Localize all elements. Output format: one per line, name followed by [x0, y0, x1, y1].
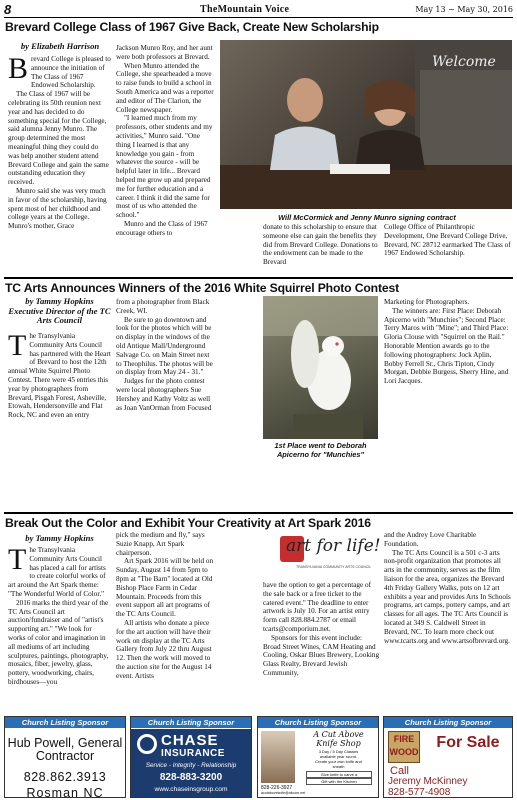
sponsor-header: Church Listing Sponsor: [384, 717, 512, 728]
article2-photo: [263, 296, 378, 439]
article1-caption: Will McCormick and Jenny Munro signing contract: [278, 213, 456, 222]
article2-col2: from a photographer from Black Creek, WI. Be sure to go downtown and look for the photos which will be on display in the windows of the old Antique Mall/Underground Salvage Co. on Main Street next to Theophilus. The photos will be on display from May 24 - 31." Judges for the photo contest were local photographers Sue Hershey and Kathy Voltz as well as Joan VanOrman from Focused: [116, 298, 213, 412]
sponsor-website: www.chaseinsgroup.com: [154, 786, 228, 793]
chase-logo-icon: [137, 734, 157, 754]
sponsor-city: Rosman NC: [26, 786, 104, 798]
sponsor-name: Jeremy McKinney: [388, 776, 468, 787]
article1-col3: donate to this scholarship to ensure that someone else can gain the benefits they did from Brevard College. Donations to the endowment can be made to the Brevard: [263, 223, 378, 267]
logo-text: art for life!: [286, 536, 381, 556]
art-for-life-logo: [278, 534, 384, 578]
call-label: Call: [390, 765, 409, 777]
sponsor-header: Church Listing Sponsor: [131, 717, 251, 728]
page-number: 8: [4, 2, 12, 17]
squirrel-photo-illustration: [263, 296, 378, 439]
sponsor-button: Give knife to carve a: [306, 771, 372, 778]
sponsor-name: A Cut Above: [313, 730, 364, 739]
sponsor-phone: 828-226-3927: [261, 785, 293, 791]
knife-maker-photo: [261, 731, 295, 783]
article1-photo: [220, 40, 512, 209]
article3-col4: and the Audrey Love Charitable Foundation. The TC Arts Council is a 501 c-3 arts non-profit organization that promotes all arts in the community, serves as the film liaison for the area, organizes the Brevard 4th Friday Gallery Walks, puts on 12 art exhibits a year and provides Arts In Schools programs, art camps, pottery camps, and art classes for all ages. The TC Arts Council is located at 349 S. Caldwell Street in Brevard, NC. To learn more check out www.tcarts.org and www.artsofbrevard.org.: [384, 531, 511, 645]
sponsor-ad-chase-insurance: [130, 716, 252, 798]
article2-byline: by Tammy Hopkins Executive Director of the TC Arts Council: [8, 296, 111, 325]
page-header: [4, 2, 513, 18]
sponsor-name: Hub Powell, General Contractor: [7, 736, 123, 763]
for-sale-label: For Sale: [436, 734, 500, 751]
sponsor-name-2: INSURANCE: [161, 748, 225, 759]
article1-byline: by Elizabeth Harrison: [20, 41, 100, 51]
sponsor-header: Church Listing Sponsor: [258, 717, 378, 728]
sponsor-email: acutaboveknife@citcom.net: [261, 791, 306, 795]
logo-subtext: TRANSYLVANIA COMMUNITY ARTS COUNCIL: [296, 565, 372, 569]
masthead: TheMountain Voice: [200, 4, 290, 15]
drop-cap: T: [8, 332, 27, 362]
welcome-sign: Welcome: [432, 54, 496, 70]
sponsor-details: 3 Day / 5 Day Classes available year round. Create your own knife and sheath: [315, 749, 362, 769]
sponsor-ad-knife-shop: [257, 716, 379, 798]
article3-byline: by Tammy Hopkins: [25, 533, 94, 543]
sponsor-button: Gift with the Kitchen: [306, 778, 372, 785]
sponsor-phone: 828.862.3913: [23, 770, 107, 784]
article3-col3: have the option to get a percentage of the sale back or a free ticket to the catered event." The deadline to enter artwork is July 10. For an artist entry form call 828.884.2787 or email tcarts@comporium.net. Sponsors for this event include: Broad Street Wines, CAM Heating and Cooling, Oskar Blues Brewery, Looking Glass Realty, Brevard Jewish Community,: [263, 581, 380, 677]
sponsor-ad-firewood: [383, 716, 513, 798]
section-divider: [4, 277, 513, 279]
article1-col1: Brevard College is pleased to announce the initiation of The Class of 1967 Endowed Scholarship. The Class of 1967 will be celebrating its 50th reunion next year and has decided to do something special for the College, said alumna Jenny Munro. The group determined the most meaningful thing they could do was help another student attend Brevard College and gain the same outstanding education they received. Munro said she was very much in favor of the scholarship, having spent most of her childhood and college years at the College. Munro's mother, Grace: [8, 55, 111, 231]
article1-col4: College Office of Philanthropic Development, One Brevard College Drive, Brevard, NC 28712 earmarked The Class of 1967 Endowed Scholarship.: [384, 223, 511, 258]
sponsor-name: CHASE: [161, 732, 219, 749]
article3-title: Break Out the Color and Exhibit Your Creativity at Art Spark 2016: [5, 516, 371, 530]
section-divider: [4, 512, 513, 514]
article2-caption: 1st Place went to Deborah Apicerno for "Munchies": [274, 441, 367, 459]
sponsor-tagline: Service - Integrity - Relationship: [145, 762, 237, 769]
article2-col1: The Transylvania Community Arts Council has partnered with the Heart of Brevard to host the 12th annual White Squirrel Photo Contest. There were 45 entries this year by photographers from Brevard, Pisgah Forest, Asheville, Etowah, Hendersonville and Flat Rock, NC and even an entry: [8, 332, 111, 420]
sponsor-ad-hub-powell: [4, 716, 126, 798]
sponsor-phone: 828-883-3200: [159, 772, 223, 783]
sponsor-phone: 828-577-4908: [388, 787, 451, 798]
article3-col1: The Transylvania Community Arts Council has placed a call for artists to create colorful works of art around the Art Spark theme: "The Wonderful World of Color." 2016 marks the third year of the TC Arts Council art auction/fundraiser and of "artist's supporting art." "We look for works of color and imagination in all mediums of art including sculptures, paintings, photography, mosaics, fiber, jewelry, glass, pottery, woodworking, chairs, birdhouses—you: [8, 546, 109, 686]
article3-col2: pick the medium and fly," says Suzie Knapp, Art Spark chairperson. Art Spark 2016 will be held on Sunday, August 14 from 5pm to 8pm at "The Barn" located at Old Bishop Place Farm in Cedar Mountain. Proceeds from this event support all art programs of the TC Arts Council. All artists who donate a piece for the art auction will have their work on display at the TC Arts Gallery from July 22 thru August 12. Then the work will moved to the auction site for the August 14 event. Artists: [116, 531, 214, 680]
drop-cap: T: [8, 546, 27, 576]
sponsor-header: Church Listing Sponsor: [5, 717, 125, 728]
article2-col4: Marketing for Photographers. The winners are: First Place: Deborah Apicerno with "Munchies"; Second Place: Terry Maros with "Mine"; and Third Place: Gloria Clouse with "Squirrel on the Rail." Honorable Mention awards go to the following photographers: Jock Aplin, Bobby Ferrell Sr., Chris Tipton, Cindy Morgan, Debbie Burgess, Sherry Hine, and Lori Jacques.: [384, 298, 509, 386]
article1-col2: Jackson Munro Roy, and her aunt were both professors at Brevard. When Munro attended the College, she spearheaded a move to raise funds to build a school in South America and was a reporter and editor of The Clarion, the College newspaper. "I learned much from my professors, other students and my activities," Munro said. "One thing I learned is that any knowledge you gain - from whatever the source - will be helpful later in life... Brevard helped me grow up and prepared me for further education and a career. I think it did the same for most of us who attended the school." Munro and the Class of 1967 encourage others to: [116, 44, 214, 237]
article2-title: TC Arts Announces Winners of the 2016 White Squirrel Photo Contest: [5, 281, 400, 295]
sponsor-name-2: Knife Shop: [316, 739, 361, 748]
drop-cap: B: [8, 55, 29, 85]
firewood-sign: FIRE WOOD: [388, 731, 420, 763]
issue-date: May 13 ~ May 30, 2016: [415, 5, 513, 14]
article1-title: Brevard College Class of 1967 Give Back, Create New Scholarship: [5, 20, 379, 34]
